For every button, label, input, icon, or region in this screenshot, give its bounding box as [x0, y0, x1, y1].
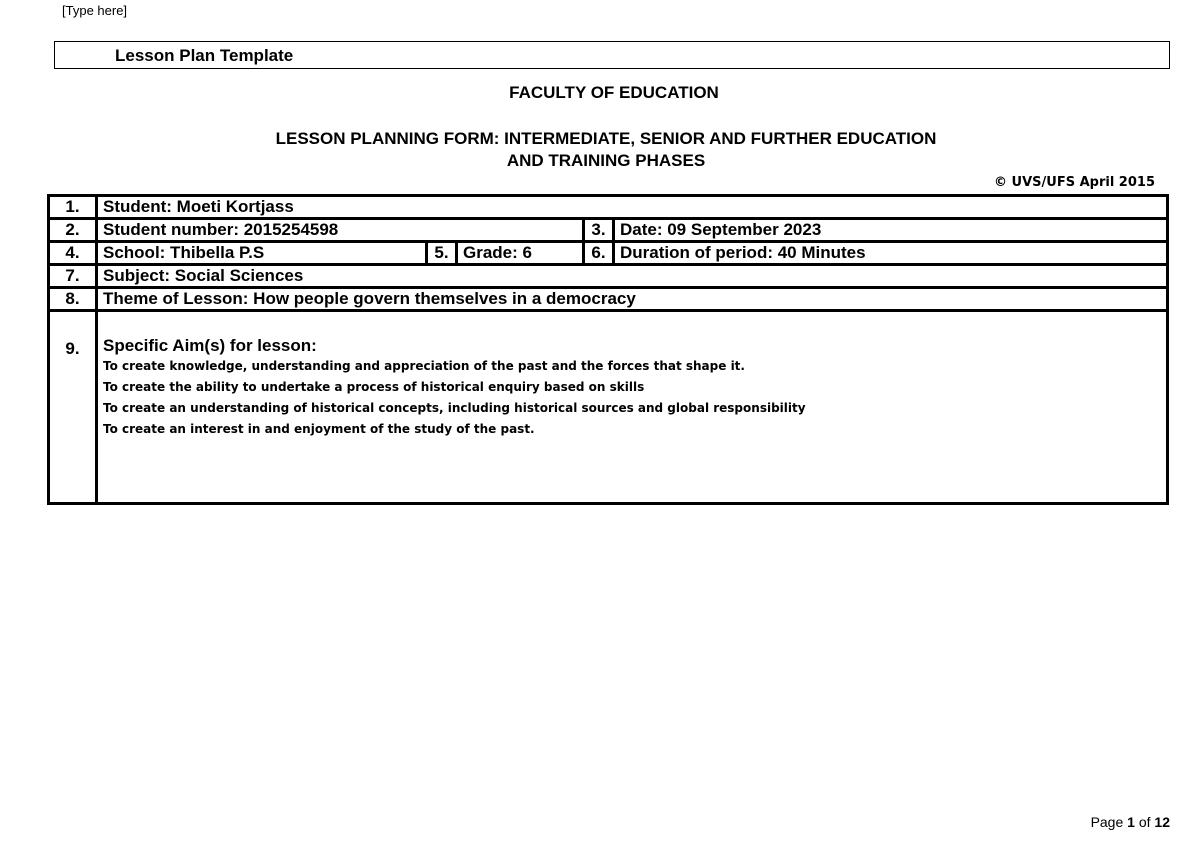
aim-line: To create the ability to undertake a process of historical enquiry based on skills: [103, 380, 645, 394]
form-title-line2: AND TRAINING PHASES: [506, 151, 706, 170]
template-title: Lesson Plan Template: [115, 46, 294, 65]
copyright-notice: © UVS/UFS April 2015: [994, 175, 1155, 190]
aim-line: To create an interest in and enjoyment of the study of the past.: [103, 422, 535, 436]
row-number: 9.: [49, 311, 97, 504]
template-title-box: [54, 41, 1170, 69]
duration-field: Duration of period: 40 Minutes: [614, 242, 1168, 265]
row-aims: [49, 311, 1168, 504]
row-student-number: [49, 219, 1168, 242]
row-student: [49, 196, 1168, 219]
row-number: 1.: [49, 196, 97, 219]
aims-heading: Specific Aim(s) for lesson:: [103, 336, 317, 355]
row-number: 8.: [49, 288, 97, 311]
form-title: [0, 128, 1200, 172]
row-number: 7.: [49, 265, 97, 288]
page-header: [Type here]: [62, 3, 128, 18]
row-number: 5.: [427, 242, 457, 265]
subject-field: Subject: Social Sciences: [97, 265, 1168, 288]
row-theme: [49, 288, 1168, 311]
student-number-field: Student number: 2015254598: [97, 219, 584, 242]
page-total: 12: [1154, 814, 1170, 830]
faculty-heading: FACULTY OF EDUCATION: [509, 83, 719, 102]
page-footer: [1091, 814, 1170, 830]
school-field: School: Thibella P.S: [97, 242, 427, 265]
lesson-plan-form: [47, 194, 1169, 505]
page-label: Page: [1090, 814, 1124, 830]
row-number: 2.: [49, 219, 97, 242]
aims-field: [97, 311, 1168, 504]
date-field: Date: 09 September 2023: [614, 219, 1168, 242]
page-current: 1: [1127, 814, 1135, 830]
aim-line: To create knowledge, understanding and appreciation of the past and the forces that shape it.: [103, 359, 745, 373]
aim-line: To create an understanding of historical concepts, including historical sources and global responsibility: [103, 401, 806, 415]
student-name-field: Student: Moeti Kortjass: [97, 196, 1168, 219]
grade-field: Grade: 6: [457, 242, 584, 265]
row-number: 6.: [584, 242, 614, 265]
row-subject: [49, 265, 1168, 288]
of-label: of: [1138, 814, 1151, 830]
theme-field: Theme of Lesson: How people govern themselves in a democracy: [97, 288, 1168, 311]
form-title-line1: LESSON PLANNING FORM: INTERMEDIATE, SENIOR AND FURTHER EDUCATION: [275, 129, 937, 148]
row-school: [49, 242, 1168, 265]
row-number: 4.: [49, 242, 97, 265]
row-number: 3.: [584, 219, 614, 242]
